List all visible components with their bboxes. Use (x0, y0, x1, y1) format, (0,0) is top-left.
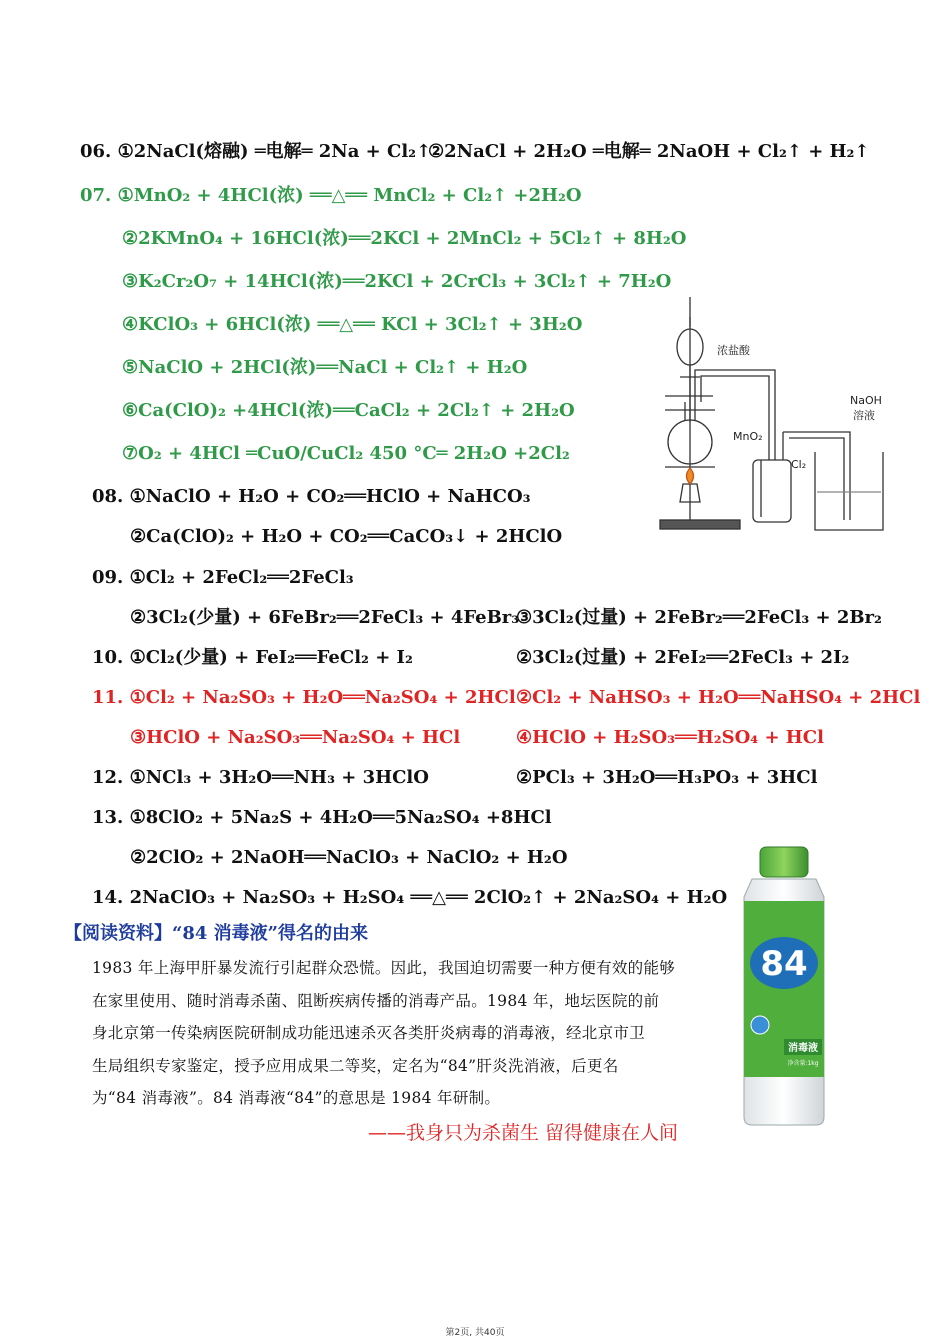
disinfectant-bottle-image (738, 845, 830, 1127)
reading-heading: 【阅读资料】“84 消毒液”得名的由来 (64, 923, 369, 944)
reading-quote: ——我身只为杀菌生 留得健康在人间 (368, 1122, 679, 1144)
equation-12-2: ②PCl₃ + 3H₂O══H₃PO₃ + 3HCl (516, 767, 818, 788)
equation-07-2: ②2KMnO₄ + 16HCl(浓)══2KCl + 2MnCl₂ + 5Cl₂↑ + 8H₂O (122, 228, 687, 249)
equation-07-4: ④KClO₃ + 6HCl(浓) ══△══ KCl + 3Cl₂↑ + 3H₂O (122, 314, 583, 335)
equation-08-1: 08. ①NaClO + H₂O + CO₂══HClO + NaHCO₃ (92, 486, 531, 507)
label-conc-hcl: 浓盐酸 (717, 344, 750, 357)
equation-08-2: ②Ca(ClO)₂ + H₂O + CO₂══CaCO₃↓ + 2HClO (130, 526, 563, 547)
equation-07-6: ⑥Ca(ClO)₂ +4HCl(浓)══CaCl₂ + 2Cl₂↑ + 2H₂O (122, 400, 575, 421)
reading-line: 1983 年上海甲肝暴发流行引起群众恐慌。因此，我国迫切需要一种方便有效的能够 (92, 959, 676, 977)
bottle-product: 消毒液 (788, 1043, 818, 1054)
equation-12-1: 12. ①NCl₃ + 3H₂O══NH₃ + 3HClO (92, 767, 429, 788)
equation-06-1: 06. ①2NaCl(熔融) ═电解═ 2Na + Cl₂↑ (80, 141, 432, 162)
label-solution: 溶液 (853, 409, 875, 422)
equation-10-2: ②3Cl₂(过量) + 2FeI₂══2FeCl₃ + 2I₂ (516, 647, 850, 668)
bottle-net: 净含量:1kg (787, 1060, 819, 1067)
reading-line: 为“84 消毒液”。84 消毒液“84”的意思是 1984 年研制。 (92, 1089, 501, 1107)
equation-06-2: ②2NaCl + 2H₂O ═电解═ 2NaOH + Cl₂↑ + H₂↑ (428, 141, 870, 162)
equation-10-1: 10. ①Cl₂(少量) + FeI₂══FeCl₂ + I₂ (92, 647, 413, 668)
equation-09-1: 09. ①Cl₂ + 2FeCl₂══2FeCl₃ (92, 567, 354, 588)
page-footer: 第2页, 共40页 (445, 1328, 505, 1338)
reading-line: 生局组织专家鉴定，授予应用成果二等奖，定名为“84”肝炎洗消液，后更名 (92, 1056, 619, 1075)
equation-14: 14. 2NaClO₃ + Na₂SO₃ + H₂SO₄ ══△══ 2ClO₂↑ + 2Na₂SO₄ + H₂O (92, 887, 728, 908)
equation-11-2: ②Cl₂ + NaHSO₃ + H₂O══NaHSO₄ + 2HCl (516, 687, 921, 708)
equation-07-7: ⑦O₂ + 4HCl ═CuO/CuCl₂ 450 °C═ 2H₂O +2Cl₂ (122, 443, 570, 464)
bottle-number: 84 (760, 944, 808, 984)
equation-13-2: ②2ClO₂ + 2NaOH══NaClO₃ + NaClO₂ + H₂O (130, 847, 568, 868)
equation-07-5: ⑤NaClO + 2HCl(浓)══NaCl + Cl₂↑ + H₂O (122, 357, 528, 378)
equation-07-3: ③K₂Cr₂O₇ + 14HCl(浓)══2KCl + 2CrCl₃ + 3Cl₂↑ + 7H₂O (122, 271, 672, 292)
chlorine-apparatus-diagram (655, 292, 895, 542)
equation-07-1: 07. ①MnO₂ + 4HCl(浓) ══△══ MnCl₂ + Cl₂↑ +2H₂O (80, 185, 582, 206)
label-cl2: Cl₂ (791, 458, 807, 471)
equation-11-3: ③HClO + Na₂SO₃══Na₂SO₄ + HCl (130, 727, 461, 748)
equation-11-4: ④HClO + H₂SO₃══H₂SO₄ + HCl (516, 727, 824, 748)
reading-line: 在家里使用、随时消毒杀菌、阻断疾病传播的消毒产品。1984 年，地坛医院的前 (92, 991, 660, 1010)
equation-09-3: ③3Cl₂(过量) + 2FeBr₂══2FeCl₃ + 2Br₂ (516, 607, 882, 628)
reading-body (92, 952, 712, 1115)
equation-13-1: 13. ①8ClO₂ + 5Na₂S + 4H₂O══5Na₂SO₄ +8HCl (92, 807, 552, 828)
equation-11-1: 11. ①Cl₂ + Na₂SO₃ + H₂O══Na₂SO₄ + 2HCl (92, 687, 516, 708)
equation-09-2: ②3Cl₂(少量) + 6FeBr₂══2FeCl₃ + 4FeBr₃ (130, 607, 520, 628)
label-naoh: NaOH (850, 394, 882, 407)
reading-line: 身北京第一传染病医院研制成功能迅速杀灭各类肝炎病毒的消毒液，经北京市卫 (92, 1024, 646, 1042)
label-mno2: MnO₂ (733, 430, 763, 443)
